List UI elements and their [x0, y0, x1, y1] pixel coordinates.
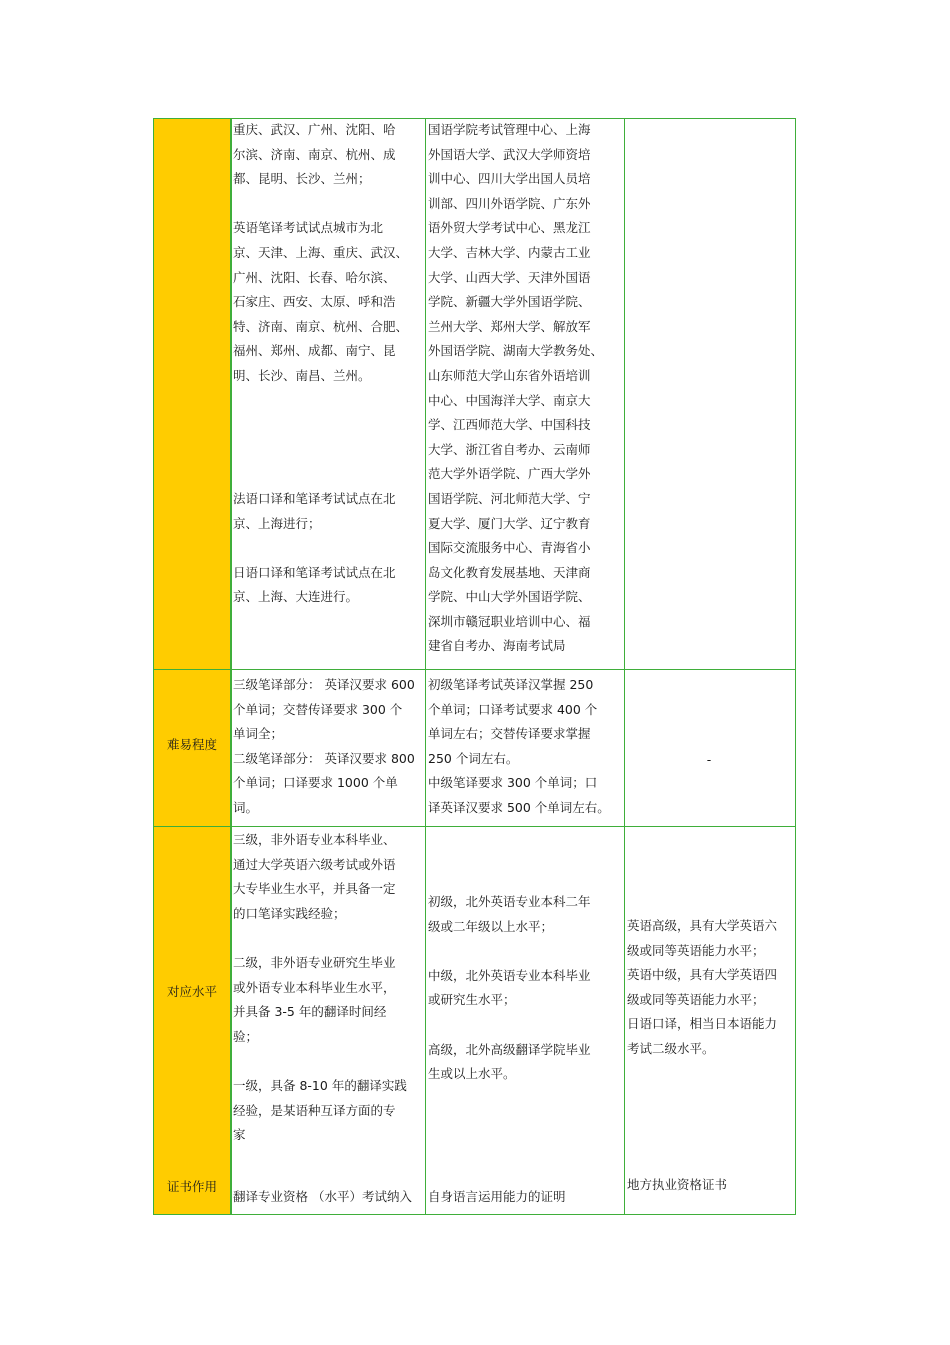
difficulty-col2-cell: [428, 673, 620, 821]
certificate-col2-cell: [428, 1185, 620, 1210]
column-divider: [230, 118, 232, 1215]
difficulty-col2-text: 初级笔译考试英译汉掌握 250 个单词；口译考试要求 400 个 单词左右；交替传译要求掌握 250 个词左右。 中级笔译要求 300 个单词；口 译英译汉要求 500 个单词左右。: [428, 677, 610, 815]
level-col1-block1: 三级，非外语专业本科毕业、 通过大学英语六级考试或外语 大专毕业生水平，并具备一定 的口笔译实践经验；: [233, 832, 396, 921]
row-divider: [153, 669, 796, 670]
certificate-col3-text: 地方执业资格证书: [627, 1177, 728, 1192]
level-col1-cell: [233, 828, 423, 1148]
difficulty-col1-cell: [233, 673, 423, 821]
difficulty-col3-cell: [627, 748, 791, 773]
location-col1-block4: 日语口译和笔译考试试点在北 京、上海、大连进行。: [233, 564, 396, 605]
level-header: 对应水平: [166, 984, 217, 999]
header-column-background: [153, 118, 231, 1215]
column-divider: [624, 118, 625, 1215]
certificate-col1-cell: [233, 1185, 423, 1210]
location-col1-cell: [233, 118, 423, 610]
difficulty-col1-text: 三级笔译部分： 英译汉要求 600 个单词；交替传译要求 300 个 单词全； 二级笔译部分： 英译汉要求 800 个单词；口译要求 1000 个单 词。: [233, 677, 415, 815]
certificate-header: 证书作用: [166, 1179, 217, 1194]
level-col1-block3: 一级，具备 8-10 年的翻译实践 经验，是某语种互译方面的专 家: [233, 1077, 407, 1143]
level-col1-block2: 二级，非外语专业研究生毕业 或外语专业本科毕业生水平， 并具备 3-5 年的翻译时间经 验；: [233, 954, 396, 1044]
location-col1-block3: 法语口译和笔译考试试点在北 京、上海进行；: [233, 490, 396, 531]
difficulty-col3-text: -: [706, 752, 712, 767]
certificate-col2-text: 自身语言运用能力的证明: [428, 1189, 566, 1204]
level-col2-block2: 中级，北外英语专业本科毕业 或研究生水平；: [428, 967, 591, 1008]
level-col2-block1: 初级，北外英语专业本科二年 级或二年级以上水平；: [428, 894, 591, 934]
location-col1-block2: 英语笔译考试试点城市为北 京、天津、上海、重庆、武汉、 广州、沈阳、长春、哈尔滨、 石家庄、西安、太原、呼和浩 特、济南、南京、杭州、合肥、 福州、郑州、成都、南宁、昆 明、长沙、南昌、兰州。: [233, 220, 409, 383]
location-col1-block1: 重庆、武汉、广州、沈阳、哈 尔滨、济南、南京、杭州、成 都、昆明、长沙、兰州；: [233, 122, 396, 187]
level-col3-text: 英语高级，具有大学英语六 级或同等英语能力水平； 英语中级，具有大学英语四 级或同等英语能力水平； 日语口译，相当日本语能力 考试二级水平。: [627, 918, 778, 1056]
table-border-right: [795, 118, 796, 1215]
certificate-col3-cell: [627, 1173, 791, 1198]
level-col2-cell: [428, 890, 620, 1087]
certificate-col1-text: 翻译专业资格 （水平）考试纳入: [233, 1189, 412, 1204]
row-divider: [153, 826, 796, 827]
location-col2-cell: [428, 118, 620, 659]
level-col2-block3: 高级，北外高级翻译学院毕业 生或以上水平。: [428, 1041, 591, 1082]
column-divider: [425, 118, 426, 1215]
difficulty-header: 难易程度: [166, 737, 217, 752]
table-border-left: [153, 118, 154, 1215]
level-col3-cell: [627, 914, 791, 1062]
comparison-table: [153, 118, 796, 1215]
table-border-bottom: [153, 1214, 796, 1215]
location-col2-text: 国语学院考试管理中心、上海 外国语大学、武汉大学师资培 训中心、四川大学出国人员培 训部、四川外语学院、广东外 语外贸大学考试中心、黑龙江 大学、吉林大学、内蒙古工业 大学、山西大学、天津外国语 学院、新疆大学外国语学院、 兰州大学、郑州大学、解放军 外国语学院、湖南大学教务处、 山东师范大学山东省外语培训 中心、中国海洋大学、南京大 学、江西师范大学、中国科技 大学、浙江省自考办、云南师 范大学外语学院、广西大学外 国语学院、河北师范大学、宁 夏大学、厦门大学、辽宁教育 国际交流服务中心、青海省小 岛文化教育发展基地、天津商 学院、中山大学外国语学院、 深圳市赣冠职业培训中心、福 建省自考办、海南考试局: [428, 122, 604, 654]
